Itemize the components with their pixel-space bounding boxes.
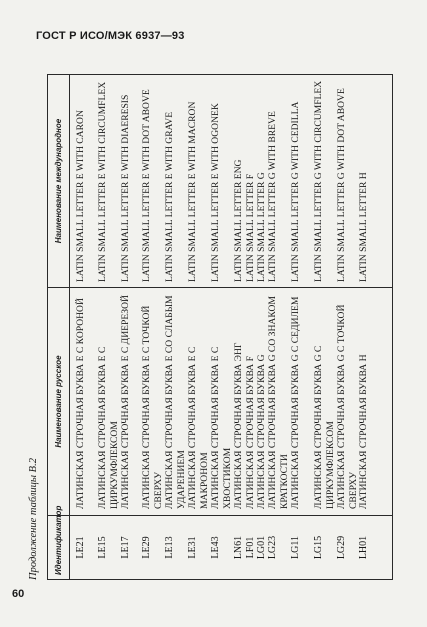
russian-name-value: ЛАТИНСКАЯ СТРОЧНАЯ БУКВА Е СО СЛАБЫМ УДАРЕНИЕМ xyxy=(164,295,187,509)
table-caption: Продолжение таблицы В.2 xyxy=(28,458,39,580)
russian-name-value: ЛАТИНСКАЯ СТРОЧНАЯ БУКВА G xyxy=(256,354,267,509)
identifier-column xyxy=(70,516,393,580)
russian-name-value: ЛАТИНСКАЯ СТРОЧНАЯ БУКВА Е С ЦИРКУМФЛЕКСОМ xyxy=(97,346,120,509)
identifier-value: LE43 xyxy=(210,536,221,559)
russian-name-value: ЛАТИНСКАЯ СТРОЧНАЯ БУКВА Е С ТОЧКОЙ СВЕРХУ xyxy=(141,305,164,509)
russian-name-value: ЛАТИНСКАЯ СТРОЧНАЯ БУКВА G СО ЗНАКОМ КРАТКОСТИ xyxy=(267,296,290,509)
russian-name-value: ЛАТИНСКАЯ СТРОЧНАЯ БУКВА Е С МАКРОНОМ xyxy=(187,346,210,509)
identifier-value: LE21 xyxy=(75,536,86,559)
russian-name-value: ЛАТИНСКАЯ СТРОЧНАЯ БУКВА G С ЦИРКУМФЛЕКСОМ xyxy=(313,345,336,509)
identifier-value: LG29 xyxy=(336,535,347,560)
identifier-value: LE29 xyxy=(141,536,152,559)
international-name-value: LATIN SMALL LETTER G WITH DOT ABOVE xyxy=(336,88,347,282)
international-name-value: LATIN SMALL LETTER E WITH DOT ABOVE xyxy=(141,89,152,282)
russian-name-column xyxy=(70,288,393,516)
identifier-value: LE15 xyxy=(97,536,108,559)
russian-name-value: ЛАТИНСКАЯ СТРОЧНАЯ БУКВА G С СЕДИЛЕМ xyxy=(290,296,301,509)
russian-name-value: ЛАТИНСКАЯ СТРОЧНАЯ БУКВА Е С ХВОСТИКОМ xyxy=(210,346,233,509)
international-name-value: LATIN SMALL LETTER E WITH MACRON xyxy=(187,101,198,282)
international-name-value: LATIN SMALL LETTER H xyxy=(358,172,369,282)
table-body-row xyxy=(70,75,393,580)
page-number: 60 xyxy=(12,588,25,600)
identifier-value: LE13 xyxy=(164,536,175,559)
international-name-value: LATIN SMALL LETTER G WITH BREVE xyxy=(267,111,278,282)
international-name-value: LATIN SMALL LETTER F xyxy=(245,173,256,282)
russian-name-value: ЛАТИНСКАЯ СТРОЧНАЯ БУКВА G С ТОЧКОЙ СВЕРХУ xyxy=(336,304,359,509)
identifier-value: LG01 xyxy=(256,535,267,560)
international-name-value: LATIN SMALL LETTER E WITH GRAVE xyxy=(164,111,175,282)
column-header-identifier: Идентификатор xyxy=(48,516,70,580)
identifier-value: LF01 xyxy=(245,536,256,559)
rotated-page xyxy=(28,75,393,580)
identifier-value: LH01 xyxy=(358,535,369,560)
identifier-value: LE17 xyxy=(120,536,131,559)
column-header-russian-name: Наименование русское xyxy=(48,288,70,516)
column-header-international-name: Наименование международное xyxy=(48,75,70,288)
russian-name-value: ЛАТИНСКАЯ СТРОЧНАЯ БУКВА F xyxy=(245,356,256,509)
russian-name-value: ЛАТИНСКАЯ СТРОЧНАЯ БУКВА Е С КОРОНОЙ xyxy=(75,298,86,509)
international-name-value: LATIN SMALL LETTER ENG xyxy=(233,159,244,282)
document-header: ГОСТ Р ИСО/МЭК 6937—93 xyxy=(36,30,185,42)
russian-name-value: ЛАТИНСКАЯ СТРОЧНАЯ БУКВА ЭНГ xyxy=(233,342,244,509)
identifier-value: LE31 xyxy=(187,536,198,559)
international-name-value: LATIN SMALL LETTER G WITH CIRCUMFLEX xyxy=(313,80,324,282)
international-name-value: LATIN SMALL LETTER E WITH CARON xyxy=(75,110,86,282)
international-name-value: LATIN SMALL LETTER G WITH CEDILLA xyxy=(290,101,301,282)
russian-name-value: ЛАТИНСКАЯ СТРОЧНАЯ БУКВА Е С ДИЕРЕЗОЙ xyxy=(120,295,131,509)
international-name-value: LATIN SMALL LETTER E WITH CIRCUMFLEX xyxy=(97,81,108,282)
character-name-table xyxy=(47,74,393,580)
russian-name-value: ЛАТИНСКАЯ СТРОЧНАЯ БУКВА Н xyxy=(358,354,369,509)
identifier-value: LG23 xyxy=(267,535,278,560)
identifier-value: LG15 xyxy=(313,535,324,560)
international-name-value: LATIN SMALL LETTER E WITH DIAERESIS xyxy=(120,94,131,282)
identifier-value: LN61 xyxy=(233,535,244,560)
international-name-column xyxy=(70,75,393,288)
identifier-value: LG11 xyxy=(290,536,301,559)
international-name-value: LATIN SMALL LETTER E WITH OGONEK xyxy=(210,103,221,282)
international-name-value: LATIN SMALL LETTER G xyxy=(256,172,267,282)
table-header-row xyxy=(48,75,70,580)
